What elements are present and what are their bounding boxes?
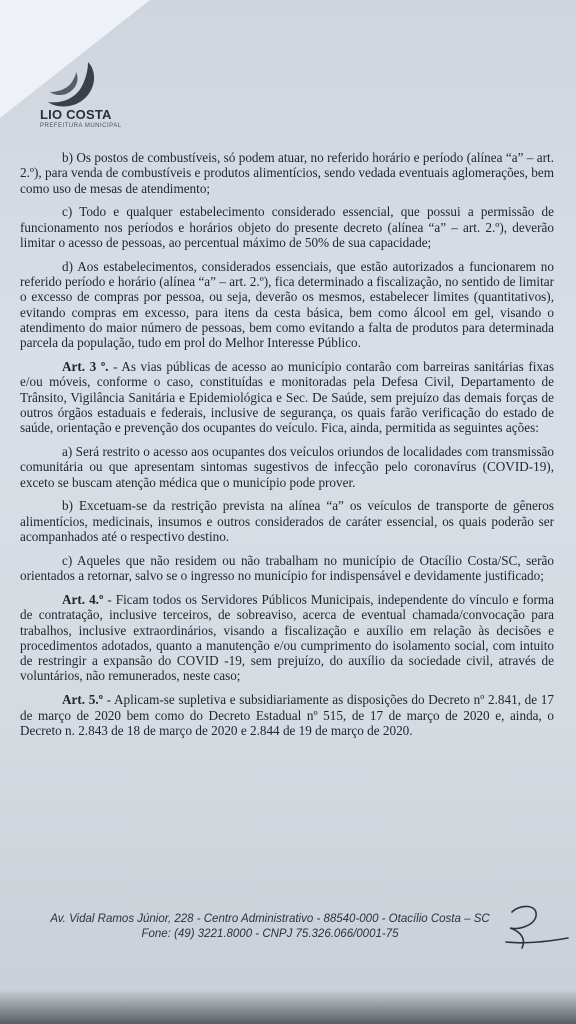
- article-5: [20, 692, 554, 738]
- article-4-text: - Ficam todos os Servidores Públicos Municipais, independente do vínculo e forma de contratação, inclusive terceiros, de sobreaviso, acerca de eventual chamada/convocação para trabalhos, inclusive extraordinários, visando a fiscalização e auxílio em relação às decisões e procedimentos adotados, quanto a manutenção e/ou cumprimento do isolamento social, com intuito de restringir a expansão do COVID -19, sem prejuízo, do auxílio da sociedade civil, através de voluntários, não remunerados, neste caso;: [20, 591, 554, 684]
- page-footer: [30, 912, 510, 942]
- article-5-label: Art. 5.º: [62, 692, 103, 708]
- municipal-logo-icon: [36, 58, 100, 110]
- footer-address: Av. Vidal Ramos Júnior, 228 - Centro Administrativo - 88540-000 - Otacílio Costa – SC: [50, 913, 490, 925]
- article-3-label: Art. 3 º.: [62, 359, 109, 375]
- paragraph-d-purchase-limits: d) Aos estabelecimentos, considerados essenciais, que estão autorizados a funcionarem no referido período e horário (alínea “a” – art. 2.º), fica determinado a fiscalização, no sentido de limitar o excesso de compras por pessoa, ou seja, deverão os mesmos, estabelecer limites (quantitativos), evitando compras em excesso, para itens da cesta básica, bem como álcool em gel, visando o atendimento do maior número de pessoas, bem como evitando a falta de produtos para determinada parcela da população, tudo em prol do Melhor Interesse Público.: [20, 258, 554, 351]
- article-4-label: Art. 4.º: [62, 591, 104, 607]
- article-4: [20, 592, 554, 684]
- footer-contact: Fone: (49) 3221.8000 - CNPJ 75.326.066/0001-75: [141, 928, 399, 940]
- article-3-text: - As vias públicas de acesso ao município contarão com barreiras sanitárias fixas e/ou móveis, conforme o caso, constituídas e monitoradas pela Defesa Civil, Departamento de Trânsito, Vigilância Sanitária e Epidemiológica e Sec. De Saúde, sem prejuízo das demais forças de outros órgãos estaduais e federais, inclusive de segurança, os quais farão verificação do estado de saúde, orientação e prevenção dos ocupantes do veículo. Fica, ainda, permitida as seguintes ações:: [20, 359, 554, 436]
- paragraph-c-capacity-limit: c) Todo e qualquer estabelecimento considerado essencial, que possui a permissão de funcionamento nos períodos e horários objeto do presente decreto (alínea “a” – art. 2.º), deverão limitar o acesso de pessoas, ao percentual máximo de 50% de sua capacidade;: [20, 204, 554, 250]
- article-3: [20, 359, 554, 435]
- paragraph-a-access-restriction: a) Será restrito o acesso aos ocupantes dos veículos oriundos de localidades com transmissão comunitária ou que apresentam sintomas sugestivos de infecção pelo coronavírus (COVID-19), exceto se buscam atenção médica que o município pode prover.: [20, 444, 554, 490]
- logo-name: LIO COSTA: [40, 107, 112, 122]
- logo-subtitle: PREFEITURA MUNICIPAL: [40, 123, 122, 129]
- paragraph-c-non-residents: c) Aqueles que não residem ou não trabalham no município de Otacílio Costa/SC, serão orientados a retornar, salvo se o ingresso no município for indispensável e devidamente justificado;: [20, 552, 554, 584]
- signature-icon: [492, 898, 572, 954]
- paragraph-b-fuel-stations: b) Os postos de combustíveis, só podem atuar, no referido horário e período (alínea “a” – art. 2.º), para venda de combustíveis e produtos alimentícios, sendo vedada eventuais aglomerações, bem como uso de mesas de atendimento;: [20, 150, 554, 196]
- paragraph-b-essential-vehicles: b) Excetuam-se da restrição prevista na alínea “a” os veículos de transporte de gêneros alimentícios, medicinais, insumos e outros considerados de caráter essencial, os quais poderão ser acompanhados até o respectivo destino.: [20, 498, 554, 545]
- decree-body: [20, 150, 554, 747]
- photo-shadow: [0, 990, 576, 1024]
- article-5-text: - Aplicam-se supletiva e subsidiariamente as disposições do Decreto nº 2.841, de 17 de março de 2020 bem como do Decreto Estadual nº 515, de 17 de março de 2020 e, ainda, o Decreto n. 2.843 de 18 de março de 2020 e 2.844 de 19 de março de 2020.: [20, 692, 554, 738]
